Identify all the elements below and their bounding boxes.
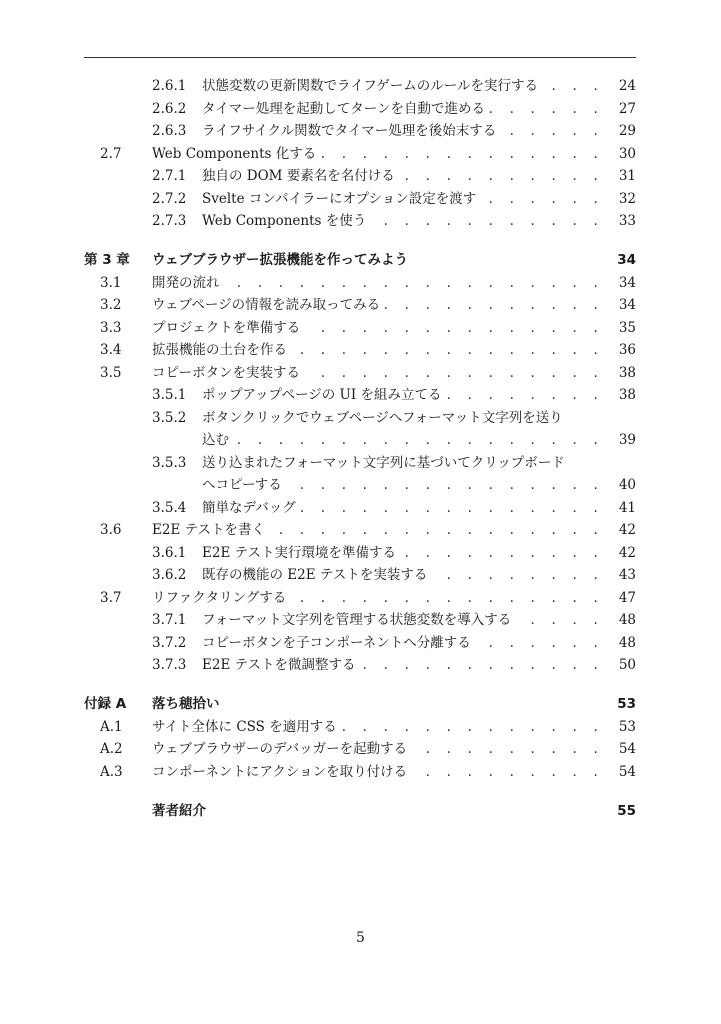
entry-number: A.1 bbox=[100, 718, 123, 735]
entry-page-number: 30 bbox=[618, 145, 636, 162]
header-rule bbox=[84, 57, 636, 58]
entry-body bbox=[152, 317, 636, 340]
entry-body bbox=[202, 542, 636, 565]
entry-title[interactable]: ライフサイクル関数でタイマー処理を後始末する bbox=[202, 123, 497, 139]
entry-body bbox=[202, 654, 636, 677]
toc-entry[interactable] bbox=[84, 474, 636, 497]
entry-title[interactable]: 落ち穂拾い bbox=[152, 696, 220, 712]
entry-body bbox=[202, 98, 636, 121]
entry-body bbox=[152, 800, 636, 823]
entry-number: 3.1 bbox=[100, 274, 122, 291]
dot-leader bbox=[224, 272, 605, 295]
entry-page-number: 39 bbox=[618, 432, 636, 448]
toc-entry[interactable] bbox=[84, 362, 636, 385]
toc-entry[interactable] bbox=[84, 294, 636, 317]
entry-number: 3.5.3 bbox=[152, 454, 187, 471]
entry-body bbox=[202, 497, 636, 520]
toc-entry[interactable] bbox=[84, 249, 636, 272]
dot-leader bbox=[269, 519, 604, 542]
entry-title[interactable]: 開発の流れ bbox=[152, 274, 220, 291]
entry-body bbox=[202, 120, 636, 143]
entry-body bbox=[152, 143, 636, 166]
entry-number: 3.7.1 bbox=[152, 612, 187, 628]
entry-body bbox=[202, 452, 636, 475]
entry-body bbox=[152, 362, 636, 385]
entry-number: 3.6.2 bbox=[152, 567, 187, 583]
entry-page-number: 54 bbox=[618, 741, 636, 757]
toc-entry[interactable] bbox=[84, 143, 636, 166]
toc-entry[interactable] bbox=[84, 800, 636, 823]
toc-entry[interactable] bbox=[84, 497, 636, 520]
toc-entry[interactable] bbox=[84, 693, 636, 716]
entry-title[interactable]: ウェブブラウザーのデバッガーを起動する bbox=[152, 741, 408, 757]
entry-page-number: 50 bbox=[618, 657, 636, 673]
toc-entry[interactable] bbox=[84, 632, 636, 655]
entry-body bbox=[152, 249, 636, 272]
entry-page-number: 41 bbox=[618, 499, 636, 516]
entry-title[interactable]: プロジェクトを準備する bbox=[152, 319, 301, 336]
entry-body bbox=[152, 716, 636, 739]
entry-title[interactable]: ウェブブラウザー拡張機能を作ってみよう bbox=[152, 252, 408, 268]
dot-leader bbox=[446, 384, 604, 407]
entry-title[interactable]: E2E テストを微調整する bbox=[202, 657, 356, 673]
entry-number: 3.5.4 bbox=[152, 499, 187, 516]
entry-title[interactable]: リファクタリングする bbox=[152, 589, 287, 606]
entry-number: 3.6 bbox=[100, 522, 122, 538]
entry-title[interactable]: コピーボタンを実装する bbox=[152, 364, 300, 381]
entry-number: 2.7 bbox=[100, 145, 122, 162]
entry-page-number: 53 bbox=[618, 718, 636, 735]
dot-leader bbox=[480, 188, 604, 211]
toc-entry[interactable] bbox=[84, 761, 636, 784]
entry-title[interactable]: サイト全体に CSS を適用する bbox=[152, 718, 337, 735]
dot-leader bbox=[542, 75, 604, 98]
entry-title[interactable]: タイマー処理を起動してターンを自動で進める bbox=[202, 100, 485, 117]
entry-page-number: 48 bbox=[618, 634, 636, 651]
entry-body bbox=[152, 587, 636, 610]
toc-entry[interactable] bbox=[84, 165, 636, 188]
entry-page-number: 33 bbox=[618, 213, 636, 229]
dot-leader bbox=[411, 761, 604, 784]
entry-body bbox=[202, 429, 636, 452]
entry-body bbox=[202, 609, 636, 632]
entry-title[interactable]: E2E テスト実行環境を準備する bbox=[202, 544, 397, 561]
page-number: 5 bbox=[356, 930, 365, 946]
dot-leader bbox=[400, 542, 604, 565]
entry-number: 3.4 bbox=[100, 342, 122, 358]
toc-entry[interactable] bbox=[84, 120, 636, 143]
entry-body bbox=[152, 738, 636, 761]
entry-body bbox=[202, 165, 636, 188]
entry-title[interactable]: 送り込まれたフォーマット文字列に基づいてクリップボード bbox=[202, 454, 565, 471]
entry-body bbox=[152, 519, 636, 542]
entry-body bbox=[202, 210, 636, 233]
entry-body bbox=[152, 294, 636, 317]
entry-body bbox=[152, 272, 636, 295]
entry-number: 3.5.2 bbox=[152, 409, 187, 426]
toc-entry[interactable] bbox=[84, 452, 636, 475]
entry-page-number: 48 bbox=[618, 612, 636, 628]
entry-page-number: 36 bbox=[618, 342, 636, 358]
toc-entry[interactable] bbox=[84, 587, 636, 610]
entry-title[interactable]: Web Components 化する bbox=[152, 145, 317, 162]
entry-title[interactable]: Web Components を使う bbox=[202, 213, 367, 229]
entry-title[interactable]: 簡単なデバッグ bbox=[202, 499, 296, 516]
dot-leader bbox=[489, 98, 604, 121]
entry-page-number: 27 bbox=[618, 100, 636, 117]
entry-number: 3.5 bbox=[100, 364, 122, 381]
entry-title[interactable]: E2E テストを書く bbox=[152, 522, 266, 538]
entry-body bbox=[202, 632, 636, 655]
entry-page-number: 38 bbox=[618, 387, 636, 403]
entry-title[interactable]: コピーボタンを子コンポーネントへ分離する bbox=[202, 634, 471, 651]
entry-page-number: 47 bbox=[618, 589, 636, 606]
entry-body bbox=[152, 339, 636, 362]
toc-entry[interactable] bbox=[84, 564, 636, 587]
toc-entry[interactable] bbox=[84, 339, 636, 362]
entry-number: 2.7.3 bbox=[152, 213, 187, 229]
toc-entry[interactable] bbox=[84, 519, 636, 542]
entry-number: 第 3 章 bbox=[84, 252, 130, 268]
table-of-contents bbox=[84, 75, 636, 822]
entry-title[interactable]: 込む bbox=[202, 432, 229, 448]
toc-entry[interactable] bbox=[84, 407, 636, 430]
entry-title[interactable]: コンポーネントにアクションを取り付ける bbox=[152, 763, 408, 780]
dot-leader bbox=[500, 120, 604, 143]
entry-title[interactable]: 著者紹介 bbox=[152, 802, 206, 819]
entry-number: 2.6.2 bbox=[152, 100, 187, 117]
entry-title[interactable]: へコピーする bbox=[202, 477, 282, 493]
toc-entry[interactable] bbox=[84, 317, 636, 340]
toc-entry[interactable] bbox=[84, 384, 636, 407]
entry-page-number: 31 bbox=[618, 168, 636, 184]
entry-page-number: 55 bbox=[617, 802, 636, 819]
entry-page-number: 53 bbox=[617, 696, 636, 712]
entry-number: 3.7 bbox=[100, 589, 122, 606]
entry-page-number: 40 bbox=[618, 477, 636, 493]
toc-entry[interactable] bbox=[84, 429, 636, 452]
entry-title[interactable]: 独自の DOM 要素名を名付ける bbox=[202, 168, 395, 184]
entry-number: A.3 bbox=[100, 763, 123, 780]
entry-title[interactable]: ボタンクリックでウェブページへフォーマット文字列を送り bbox=[202, 409, 563, 426]
entry-number: 2.7.1 bbox=[152, 168, 187, 184]
dot-leader bbox=[431, 564, 604, 587]
entry-page-number: 42 bbox=[618, 544, 636, 561]
toc-entry[interactable] bbox=[84, 98, 636, 121]
entry-number: 3.3 bbox=[100, 319, 122, 336]
entry-number: 2.6.1 bbox=[152, 78, 187, 94]
entry-number: 2.7.2 bbox=[152, 190, 187, 207]
entry-number: 3.7.2 bbox=[152, 634, 187, 651]
dot-leader bbox=[384, 294, 604, 317]
entry-title[interactable]: 拡張機能の土台を作る bbox=[152, 342, 287, 358]
dot-leader bbox=[411, 738, 604, 761]
entry-number: 2.6.3 bbox=[152, 123, 187, 139]
dot-leader bbox=[290, 587, 604, 610]
toc-entry[interactable] bbox=[84, 738, 636, 761]
toc-entry[interactable] bbox=[84, 188, 636, 211]
entry-body bbox=[202, 564, 636, 587]
toc-entry[interactable] bbox=[84, 609, 636, 632]
entry-page-number: 42 bbox=[618, 522, 636, 538]
entry-page-number: 34 bbox=[618, 274, 636, 291]
entry-title[interactable]: フォーマット文字列を管理する状態変数を導入する bbox=[202, 612, 512, 628]
toc-entry[interactable] bbox=[84, 210, 636, 233]
entry-number: 3.6.1 bbox=[152, 544, 187, 561]
entry-title[interactable]: ポップアップページの UI を組み立てる bbox=[202, 387, 442, 403]
toc-entry[interactable] bbox=[84, 716, 636, 739]
dot-leader bbox=[291, 339, 604, 362]
dot-leader bbox=[341, 716, 604, 739]
dot-leader bbox=[475, 632, 604, 655]
dot-leader bbox=[300, 497, 604, 520]
entry-page-number: 24 bbox=[618, 78, 636, 94]
entry-body bbox=[202, 384, 636, 407]
entry-body bbox=[152, 761, 636, 784]
entry-page-number: 34 bbox=[617, 252, 636, 268]
dot-leader bbox=[370, 210, 604, 233]
toc-entry[interactable] bbox=[84, 542, 636, 565]
entry-page-number: 34 bbox=[618, 297, 636, 313]
entry-number: A.2 bbox=[100, 741, 123, 757]
entry-body bbox=[202, 474, 636, 497]
dot-leader bbox=[304, 317, 604, 340]
entry-page-number: 29 bbox=[618, 123, 636, 139]
entry-body bbox=[202, 188, 636, 211]
entry-title[interactable]: 状態変数の更新関数でライフゲームのルールを実行する bbox=[202, 78, 539, 94]
entry-body bbox=[202, 75, 636, 98]
entry-page-number: 35 bbox=[618, 319, 636, 336]
entry-title[interactable]: 既存の機能の E2E テストを実装する bbox=[202, 567, 428, 583]
entry-title[interactable]: Svelte コンパイラーにオプション設定を渡す bbox=[202, 190, 477, 207]
entry-title[interactable]: ウェブページの情報を読み取ってみる bbox=[152, 297, 381, 313]
entry-number: 3.5.1 bbox=[152, 387, 187, 403]
dot-leader bbox=[233, 429, 604, 452]
entry-body bbox=[152, 693, 636, 716]
entry-page-number: 32 bbox=[618, 190, 636, 207]
dot-leader bbox=[360, 654, 604, 677]
entry-page-number: 38 bbox=[618, 364, 636, 381]
dot-leader bbox=[286, 474, 604, 497]
toc-entry[interactable] bbox=[84, 654, 636, 677]
dot-leader bbox=[399, 165, 604, 188]
dot-leader bbox=[320, 143, 604, 166]
entry-number: 付録 A bbox=[84, 696, 127, 712]
entry-body bbox=[202, 407, 636, 430]
toc-entry[interactable] bbox=[84, 272, 636, 295]
toc-entry[interactable] bbox=[84, 75, 636, 98]
entry-page-number: 43 bbox=[618, 567, 636, 583]
entry-number: 3.2 bbox=[100, 297, 122, 313]
dot-leader bbox=[304, 362, 604, 385]
dot-leader bbox=[515, 609, 604, 632]
entry-page-number: 54 bbox=[618, 763, 636, 780]
entry-number: 3.7.3 bbox=[152, 657, 187, 673]
